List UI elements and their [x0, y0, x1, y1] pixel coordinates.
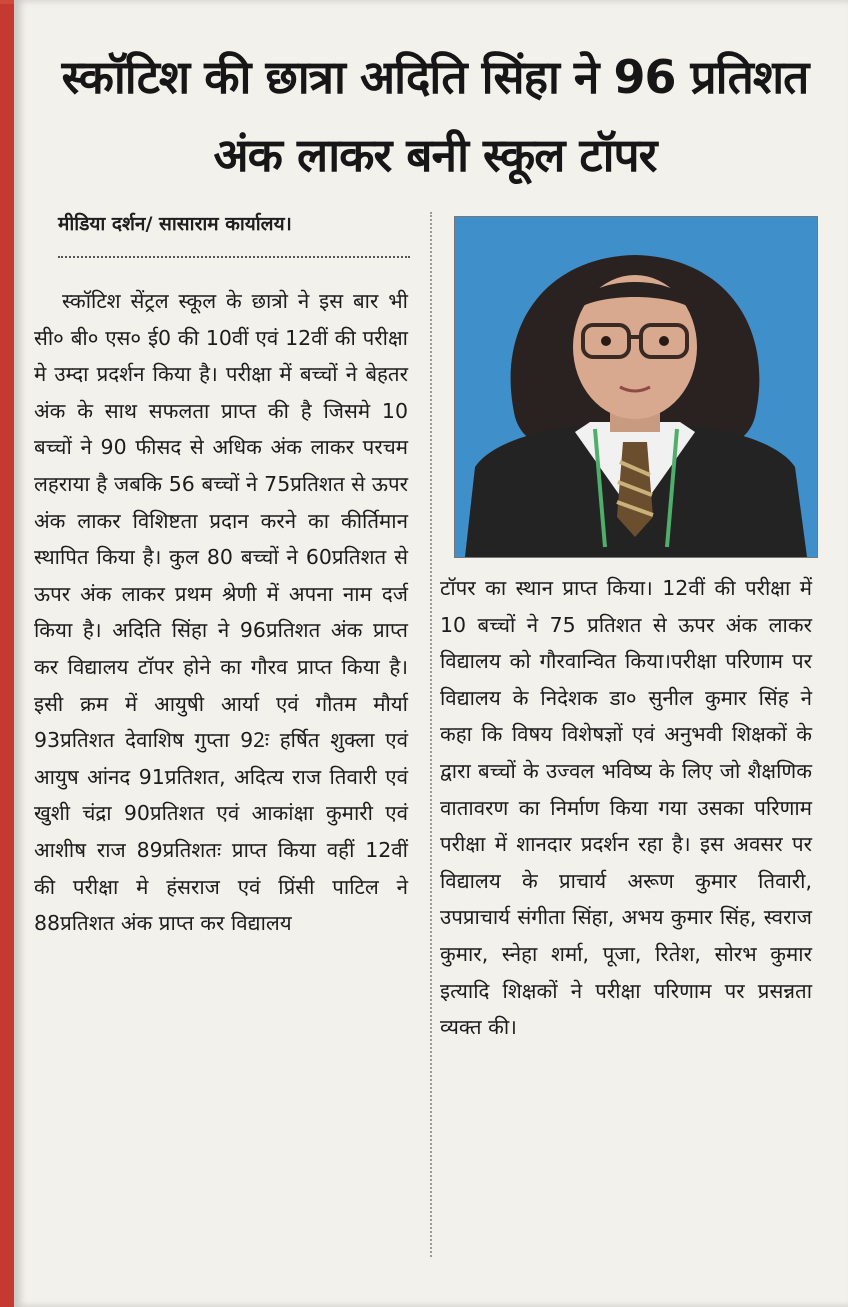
article-body-column-1: स्कॉटिश सेंट्रल स्कूल के छात्रो ने इस बार भी सी० बी० एस० ई0 की 10वीं एवं 12वीं की परीक्षा मे उम्दा प्रदर्शन किया है। परीक्षा में बच्चों ने बेहतर अंक के साथ सफलता प्राप्त की है जिसमे 10 बच्चों ने 90 फीसद से अधिक अंक लाकर परचम लहराया है जबकि 56 बच्चों ने 75प्रतिशत से ऊपर अंक लाकर विशिष्टता प्रदान करने का कीर्तिमान स्थापित किया है। कुल 80 बच्चों ने 60प्रतिशत से ऊपर अंक लाकर प्रथम श्रेणी में अपना नाम दर्ज किया है। अदिति सिंहा ने 96प्रतिशत अंक प्राप्त कर विद्यालय टॉपर होने का गौरव प्राप्त किया है। इसी क्रम में आयुषी आर्या एवं गौतम मौर्या 93प्रतिशत देवाशिष गुप्ता 92ः हर्षित शुक्ला एवं आयुष आंनद 91प्रतिशत, अदित्य राज तिवारी एवं खुशी चंद्रा 90प्रतिशत एवं आकांक्षा कुमारी एवं आशीष राज 89प्रतिशतः प्राप्त किया वहीं 12वीं की परीक्षा मे हंसराज एवं प्रिंसी पाटिल ने 88प्रतिशत अंक प्राप्त कर विद्यालय	[34, 289, 408, 936]
byline-divider	[58, 256, 410, 258]
student-photo	[454, 216, 818, 558]
student-portrait-image	[455, 217, 817, 557]
column-divider	[430, 212, 432, 1257]
byline: मीडिया दर्शन/ सासाराम कार्यालय।	[58, 213, 292, 235]
headline: स्कॉटिश की छात्रा अदिति सिंहा ने 96 प्रतिशत अंक लाकर बनी स्कूल टॉपर	[61, 50, 809, 182]
article-body-column-2: टॉपर का स्थान प्राप्त किया। 12वीं की परीक्षा में 10 बच्चों ने 75 प्रतिशत से ऊपर अंक लाकर विद्यालय को गौरवान्वित किया।परीक्षा परिणाम पर विद्यालय के निदेशक डा० सुनील कुमार सिंह ने कहा कि विषय विशेषज्ञों एवं अनुभवी शिक्षकों के द्वारा बच्चों के उज्वल भविष्य के लिए जो शैक्षणिक वातावरण का निर्माण किया गया उसका परिणाम परीक्षा में शानदार प्रदर्शन रहा है। इस अवसर पर विद्यालय के प्राचार्य अरूण कुमार तिवारी, उपप्राचार्य संगीता सिंहा, अभय कुमार सिंह, स्वराज कुमार, स्नेहा शर्मा, पूजा, रितेश, सोरभ कुमार इत्यादि शिक्षकों ने परीक्षा परिणाम पर प्रसन्नता व्यक्त की।	[440, 576, 812, 1040]
